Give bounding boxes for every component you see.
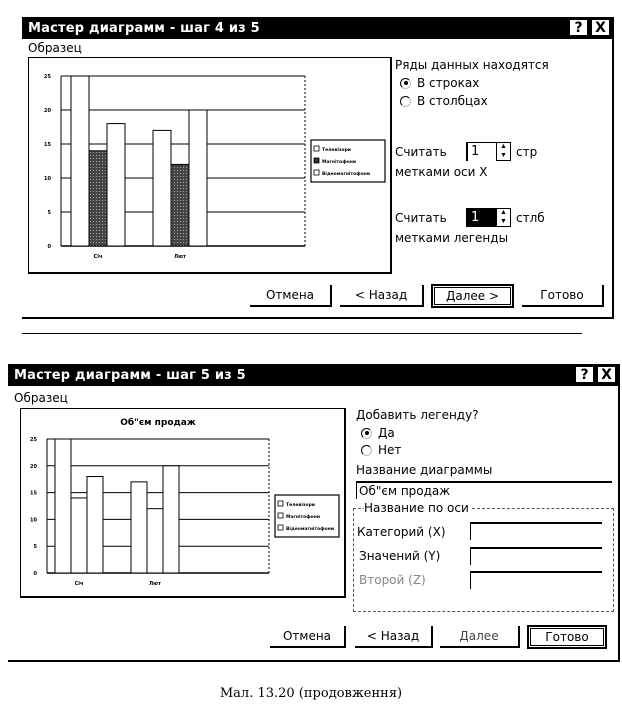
y-tick-label: 15 (30, 490, 37, 497)
close-button[interactable]: X (597, 366, 616, 383)
cancel-button[interactable]: Отмена (250, 285, 332, 307)
legend-label: Телевізори (322, 148, 351, 153)
radio-cols[interactable] (400, 94, 488, 108)
chart-title-input[interactable]: Об"єм продаж (356, 481, 612, 499)
y-tick-label: 25 (30, 437, 37, 443)
count2-field[interactable]: 1 (466, 208, 496, 227)
legend-swatch (314, 158, 319, 163)
axis-z-input[interactable] (470, 571, 602, 589)
spin-arrows-icon[interactable]: ▲ ▼ (496, 208, 511, 227)
radio-no[interactable] (361, 443, 401, 457)
y-tick-label: 10 (44, 176, 51, 182)
bar (71, 76, 89, 246)
radio-rows-label: В строках (417, 76, 480, 90)
x-tick-label: Лют (149, 581, 161, 587)
legend-question: Добавить легенду? (356, 408, 479, 422)
radio-yes[interactable] (361, 426, 395, 440)
x-tick-label: Січ (74, 581, 84, 587)
bar (87, 477, 103, 573)
preview-label: Образец (28, 41, 82, 55)
preview-label: Образец (14, 391, 68, 405)
bar (55, 439, 71, 573)
chart-svg (21, 409, 345, 597)
count1-field[interactable]: 1 (466, 142, 496, 161)
legend-swatch (278, 501, 283, 506)
y-tick-label: 5 (47, 210, 51, 216)
back-button[interactable]: < Назад (355, 626, 433, 648)
spin-arrows-icon[interactable]: ▲ ▼ (496, 142, 511, 161)
chart-wizard-step5-dialog (8, 364, 620, 662)
bar (171, 164, 189, 246)
legend-label: Відеомагнітофони (286, 527, 334, 532)
axis-x-label: Категорий (X) (357, 525, 446, 539)
next-button-disabled[interactable]: Далее (440, 626, 520, 648)
finish-button[interactable]: Готово (522, 285, 604, 307)
legend-label: Відеомагнітофони (322, 172, 370, 177)
figure-caption: Мал. 13.20 (продовження) (219, 686, 403, 701)
radio-empty-icon (361, 445, 372, 456)
y-tick-label: 25 (44, 74, 51, 80)
divider (22, 333, 582, 334)
title-bar (22, 17, 612, 39)
axis-x-input[interactable] (470, 522, 602, 540)
count2-unit: стлб (516, 211, 545, 225)
bar (89, 151, 107, 246)
radio-cols-label: В столбцах (417, 94, 488, 108)
chart-wizard-step4-dialog (22, 17, 614, 319)
radio-rows[interactable] (400, 76, 479, 90)
radio-no-label: Нет (378, 443, 402, 457)
dialog-title: Мастер диаграмм - шаг 5 из 5 (14, 367, 246, 383)
y-tick-label: 0 (47, 244, 51, 250)
chart-title: Об"єм продаж (120, 418, 196, 428)
legend-label: Телевізори (286, 503, 315, 508)
axis-y-label: Значений (Y) (359, 549, 441, 563)
bar (147, 509, 163, 573)
radio-selected-icon (361, 428, 372, 439)
bar (131, 482, 147, 573)
count2-stepper[interactable] (466, 208, 511, 227)
series-label: Ряды данных находятся (395, 58, 549, 72)
count1-sub: метками оси X (395, 165, 488, 179)
help-button[interactable]: ? (575, 366, 594, 383)
legend-swatch (314, 146, 319, 151)
next-button[interactable]: Далее > (431, 284, 514, 308)
bar (107, 124, 125, 246)
cancel-button[interactable]: Отмена (270, 626, 346, 648)
y-tick-label: 15 (44, 142, 51, 148)
chart-svg (29, 58, 391, 273)
count2-sub: метками легенды (395, 231, 509, 245)
radio-empty-icon (400, 96, 411, 107)
x-tick-label: Січ (93, 254, 103, 260)
count1-stepper[interactable] (466, 142, 511, 161)
axis-y-input[interactable] (470, 547, 602, 565)
finish-button[interactable]: Готово (527, 625, 607, 649)
bar (71, 498, 87, 573)
help-button[interactable]: ? (569, 19, 588, 36)
y-tick-label: 20 (44, 108, 51, 114)
y-tick-label: 5 (33, 544, 37, 551)
y-tick-label: 10 (30, 517, 37, 524)
count1-unit: стр (516, 145, 538, 159)
bar (153, 130, 171, 246)
chart-preview (28, 57, 392, 274)
count2-label: Считать (395, 211, 447, 225)
count1-label: Считать (395, 145, 447, 159)
legend-label: Магнітофони (322, 160, 357, 165)
axis-z-label: Второй (Z) (359, 573, 426, 587)
back-button[interactable]: < Назад (340, 285, 424, 307)
legend-label: Магнітофони (286, 515, 321, 520)
title-bar (8, 364, 618, 386)
y-tick-label: 20 (30, 463, 37, 470)
radio-yes-label: Да (378, 426, 395, 440)
axis-group-label: Название по оси (364, 501, 469, 515)
chart-preview (20, 408, 346, 598)
chart-title-label: Название диаграммы (356, 463, 493, 477)
y-tick-label: 0 (33, 571, 37, 577)
legend-swatch (314, 170, 319, 175)
bar (163, 466, 179, 573)
radio-selected-icon (400, 78, 411, 89)
dialog-title: Мастер диаграмм - шаг 4 из 5 (28, 20, 260, 36)
bar (189, 110, 207, 246)
legend-swatch (278, 513, 283, 518)
legend-swatch (278, 525, 283, 530)
x-tick-label: Лют (174, 254, 186, 260)
close-button[interactable]: X (591, 19, 610, 36)
